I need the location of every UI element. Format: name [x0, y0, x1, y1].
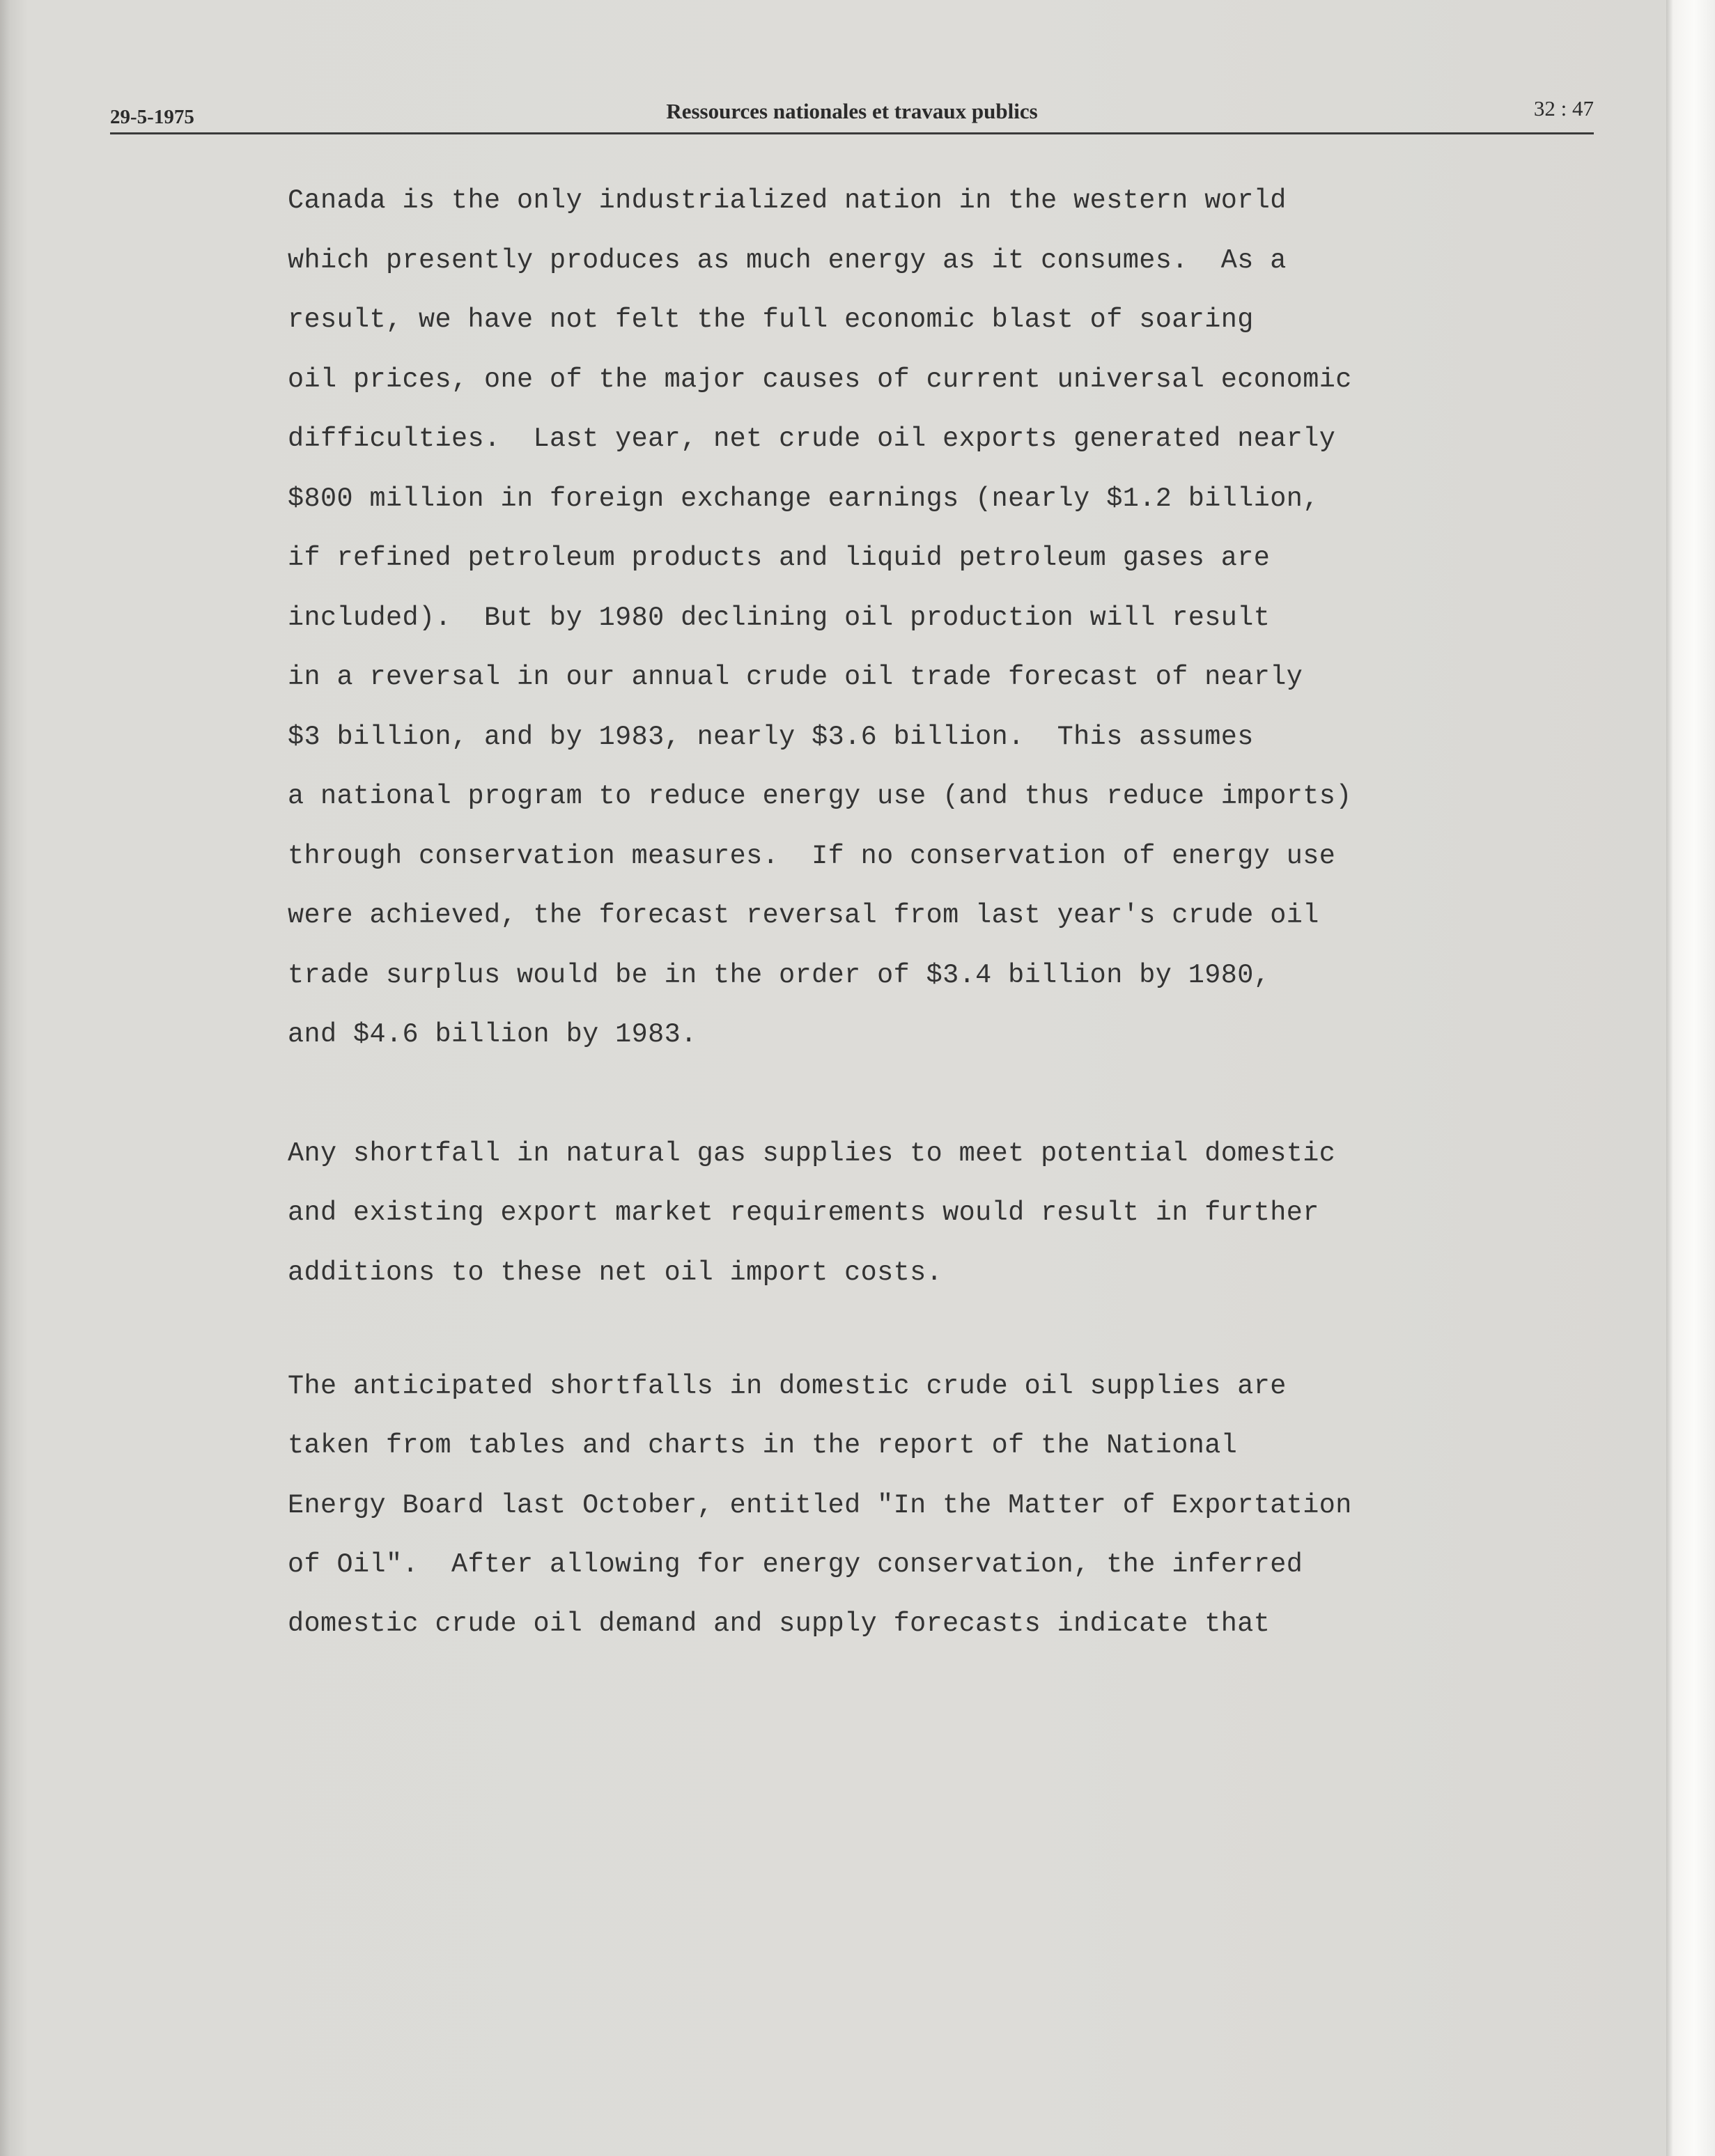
text-line: a national program to reduce energy use (and thus reduce imports): [288, 781, 1352, 812]
text-line: and $4.6 billion by 1983.: [288, 1019, 697, 1050]
paragraph: [288, 171, 1472, 1065]
text-line: difficulties. Last year, net crude oil exports generated nearly: [288, 424, 1336, 454]
text-line: through conservation measures. If no conservation of energy use: [288, 840, 1336, 871]
page-edge: [1666, 0, 1715, 2156]
text-line: The anticipated shortfalls in domestic crude oil supplies are: [288, 1371, 1287, 1402]
paragraph-spacer: [288, 1065, 1472, 1124]
page-number: 32 : 47: [1533, 96, 1594, 121]
paragraph: [288, 1124, 1472, 1303]
text-line: and existing export market requirements would result in further: [288, 1197, 1319, 1228]
text-line: $800 million in foreign exchange earnings (nearly $1.2 billion,: [288, 483, 1319, 514]
text-line: Canada is the only industrialized nation in the western world: [288, 185, 1287, 216]
header-date: 29-5-1975: [110, 106, 194, 128]
text-line: Energy Board last October, entitled "In the Matter of Exportation: [288, 1489, 1352, 1521]
text-line: which presently produces as much energy as it consumes. As a: [288, 245, 1287, 276]
running-header: [110, 96, 1594, 134]
text-line: result, we have not felt the full economic blast of soaring: [288, 304, 1254, 335]
text-line: included). But by 1980 declining oil production will result: [288, 602, 1271, 633]
text-line: domestic crude oil demand and supply forecasts indicate that: [288, 1608, 1271, 1640]
text-line: trade surplus would be in the order of $3.4 billion by 1980,: [288, 959, 1271, 991]
text-line: additions to these net oil import costs.: [288, 1257, 943, 1288]
body-text: [288, 171, 1472, 1654]
text-line: taken from tables and charts in the report of the National: [288, 1430, 1238, 1461]
text-line: Any shortfall in natural gas supplies to meet potential domestic: [288, 1138, 1336, 1169]
text-line: $3 billion, and by 1983, nearly $3.6 billion. This assumes: [288, 721, 1254, 752]
paragraph-spacer: [288, 1303, 1472, 1357]
paragraph: [288, 1357, 1472, 1654]
text-line: if refined petroleum products and liquid petroleum gases are: [288, 543, 1271, 573]
text-line: were achieved, the forecast reversal from last year's crude oil: [288, 900, 1319, 931]
text-line: in a reversal in our annual crude oil trade forecast of nearly: [288, 662, 1303, 692]
header-title: Ressources nationales et travaux publics: [666, 99, 1038, 123]
text-line: oil prices, one of the major causes of current universal economic: [288, 364, 1352, 395]
text-line: of Oil". After allowing for energy conservation, the inferred: [288, 1549, 1303, 1580]
